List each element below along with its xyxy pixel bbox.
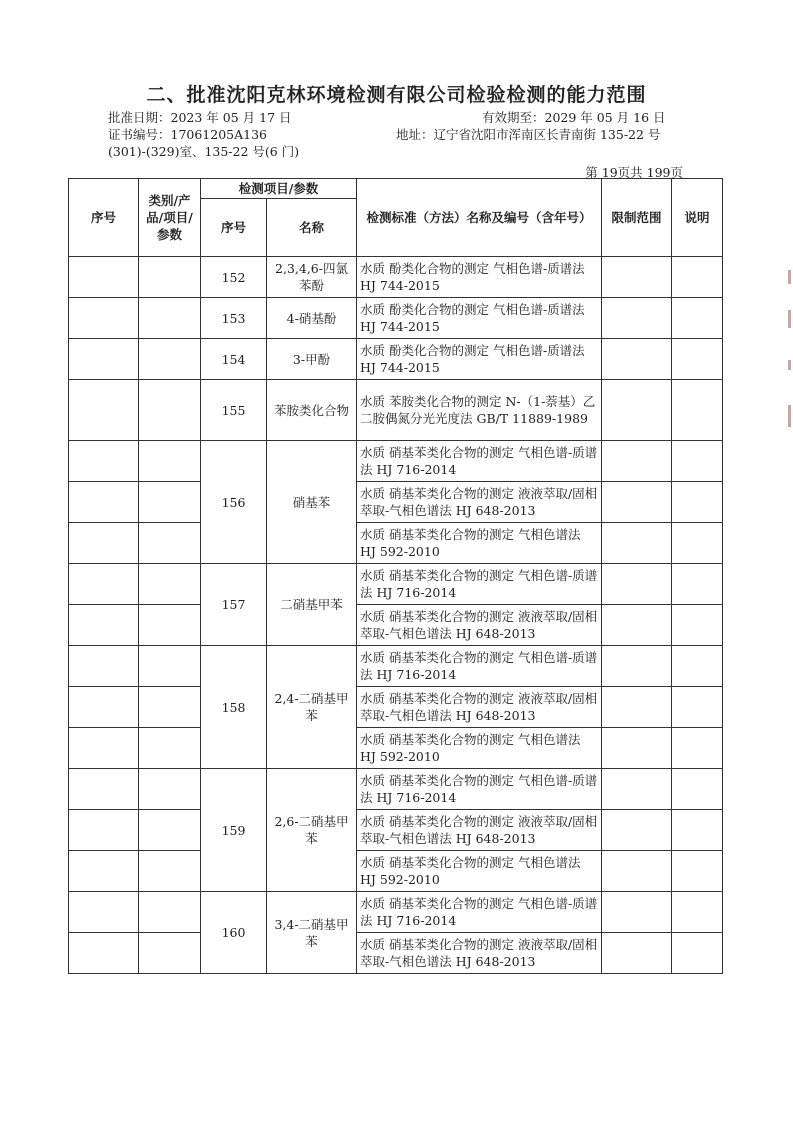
table-row bbox=[69, 933, 723, 974]
cell-seq bbox=[69, 687, 139, 728]
table-row bbox=[69, 564, 723, 605]
cell-limit bbox=[602, 605, 672, 646]
cell-item-name: 2,4-二硝基甲苯 bbox=[267, 646, 357, 769]
cell-limit bbox=[602, 892, 672, 933]
cell-seq bbox=[69, 892, 139, 933]
cell-limit bbox=[602, 687, 672, 728]
cell-note bbox=[672, 380, 723, 441]
cell-category bbox=[139, 564, 201, 605]
valid-until: 有效期至：2029 年 05 月 16 日 bbox=[482, 110, 666, 125]
cell-note bbox=[672, 728, 723, 769]
cell-category bbox=[139, 339, 201, 380]
cell-item-no: 154 bbox=[201, 339, 267, 380]
cell-standard: 水质 硝基苯类化合物的测定 气相色谱法 HJ 592-2010 bbox=[357, 523, 602, 564]
cell-category bbox=[139, 687, 201, 728]
cell-seq bbox=[69, 298, 139, 339]
certificate-number: 证书编号：17061205A136 bbox=[108, 127, 268, 142]
table-row bbox=[69, 482, 723, 523]
cell-category bbox=[139, 933, 201, 974]
address: 地址：辽宁省沈阳市浑南区长青南街 135-22 号 bbox=[396, 127, 661, 142]
cell-limit bbox=[602, 482, 672, 523]
cell-seq bbox=[69, 380, 139, 441]
cell-limit bbox=[602, 769, 672, 810]
header-limit: 限制范围 bbox=[602, 179, 672, 257]
header-seq: 序号 bbox=[69, 179, 139, 257]
cell-standard: 水质 硝基苯类化合物的测定 气相色谱-质谱法 HJ 716-2014 bbox=[357, 892, 602, 933]
cell-standard: 水质 硝基苯类化合物的测定 气相色谱法 HJ 592-2010 bbox=[357, 851, 602, 892]
cell-note bbox=[672, 687, 723, 728]
cell-category bbox=[139, 810, 201, 851]
cell-category bbox=[139, 441, 201, 482]
table-row bbox=[69, 810, 723, 851]
cell-item-name: 2,6-二硝基甲苯 bbox=[267, 769, 357, 892]
cell-category bbox=[139, 851, 201, 892]
page-indicator: 第 19页共 199页 bbox=[585, 165, 683, 180]
table-row bbox=[69, 605, 723, 646]
cell-standard: 水质 硝基苯类化合物的测定 液液萃取/固相萃取-气相色谱法 HJ 648-2013 bbox=[357, 810, 602, 851]
cell-item-no: 153 bbox=[201, 298, 267, 339]
cell-note bbox=[672, 298, 723, 339]
header-note: 说明 bbox=[672, 179, 723, 257]
cell-standard: 水质 酚类化合物的测定 气相色谱-质谱法 HJ 744-2015 bbox=[357, 298, 602, 339]
cell-category bbox=[139, 298, 201, 339]
cell-item-name: 4-硝基酚 bbox=[267, 298, 357, 339]
cell-seq bbox=[69, 728, 139, 769]
header-item-seq: 序号 bbox=[201, 199, 267, 257]
cell-limit bbox=[602, 933, 672, 974]
cell-note bbox=[672, 933, 723, 974]
cell-seq bbox=[69, 851, 139, 892]
cell-seq bbox=[69, 769, 139, 810]
cell-limit bbox=[602, 810, 672, 851]
capability-table bbox=[68, 178, 723, 974]
cell-standard: 水质 硝基苯类化合物的测定 液液萃取/固相萃取-气相色谱法 HJ 648-2013 bbox=[357, 482, 602, 523]
cell-standard: 水质 硝基苯类化合物的测定 气相色谱-质谱法 HJ 716-2014 bbox=[357, 646, 602, 687]
cell-item-name: 3,4-二硝基甲苯 bbox=[267, 892, 357, 974]
cell-note bbox=[672, 810, 723, 851]
cell-note bbox=[672, 523, 723, 564]
header-item-group: 检测项目/参数 bbox=[201, 179, 357, 199]
cell-item-no: 159 bbox=[201, 769, 267, 892]
cell-limit bbox=[602, 298, 672, 339]
cell-limit bbox=[602, 564, 672, 605]
cell-limit bbox=[602, 728, 672, 769]
header-item-name: 名称 bbox=[267, 199, 357, 257]
cell-standard: 水质 苯胺类化合物的测定 N-（1-萘基）乙二胺偶氮分光光度法 GB/T 11889-1989 bbox=[357, 380, 602, 441]
table-row bbox=[69, 687, 723, 728]
cell-category bbox=[139, 482, 201, 523]
cell-limit bbox=[602, 339, 672, 380]
table-row bbox=[69, 339, 723, 380]
document-title: 二、批准沈阳克林环境检测有限公司检验检测的能力范围 bbox=[146, 84, 647, 106]
address-continuation: (301)-(329)室、135-22 号(6 门) bbox=[108, 144, 300, 159]
cell-item-no: 157 bbox=[201, 564, 267, 646]
header-category: 类别/产品/项目/参数 bbox=[139, 179, 201, 257]
cell-item-no: 158 bbox=[201, 646, 267, 769]
cell-item-no: 152 bbox=[201, 257, 267, 298]
cell-category bbox=[139, 523, 201, 564]
approval-date: 批准日期：2023 年 05 月 17 日 bbox=[108, 110, 292, 125]
cell-item-name: 2,3,4,6-四氯苯酚 bbox=[267, 257, 357, 298]
cell-seq bbox=[69, 564, 139, 605]
cell-item-name: 苯胺类化合物 bbox=[267, 380, 357, 441]
cell-standard: 水质 硝基苯类化合物的测定 液液萃取/固相萃取-气相色谱法 HJ 648-2013 bbox=[357, 687, 602, 728]
cell-item-name: 二硝基甲苯 bbox=[267, 564, 357, 646]
table-row bbox=[69, 892, 723, 933]
cell-standard: 水质 硝基苯类化合物的测定 液液萃取/固相萃取-气相色谱法 HJ 648-2013 bbox=[357, 605, 602, 646]
table-row bbox=[69, 380, 723, 441]
table-row bbox=[69, 523, 723, 564]
cell-standard: 水质 硝基苯类化合物的测定 气相色谱法 HJ 592-2010 bbox=[357, 728, 602, 769]
cell-standard: 水质 硝基苯类化合物的测定 气相色谱-质谱法 HJ 716-2014 bbox=[357, 769, 602, 810]
cell-category bbox=[139, 892, 201, 933]
table-row bbox=[69, 257, 723, 298]
cell-seq bbox=[69, 441, 139, 482]
cell-note bbox=[672, 339, 723, 380]
cell-seq bbox=[69, 810, 139, 851]
scan-edge-marks bbox=[779, 230, 793, 490]
cell-standard: 水质 硝基苯类化合物的测定 液液萃取/固相萃取-气相色谱法 HJ 648-2013 bbox=[357, 933, 602, 974]
cell-note bbox=[672, 769, 723, 810]
cell-standard: 水质 硝基苯类化合物的测定 气相色谱-质谱法 HJ 716-2014 bbox=[357, 441, 602, 482]
cell-seq bbox=[69, 646, 139, 687]
cell-limit bbox=[602, 257, 672, 298]
table-row bbox=[69, 298, 723, 339]
cell-standard: 水质 硝基苯类化合物的测定 气相色谱-质谱法 HJ 716-2014 bbox=[357, 564, 602, 605]
cell-note bbox=[672, 257, 723, 298]
cell-seq bbox=[69, 339, 139, 380]
cell-note bbox=[672, 851, 723, 892]
cell-item-name: 硝基苯 bbox=[267, 441, 357, 564]
cell-note bbox=[672, 646, 723, 687]
cell-standard: 水质 酚类化合物的测定 气相色谱-质谱法 HJ 744-2015 bbox=[357, 257, 602, 298]
cell-limit bbox=[602, 646, 672, 687]
cell-category bbox=[139, 605, 201, 646]
cell-note bbox=[672, 892, 723, 933]
cell-item-no: 156 bbox=[201, 441, 267, 564]
cell-note bbox=[672, 564, 723, 605]
cell-seq bbox=[69, 933, 139, 974]
table-row bbox=[69, 728, 723, 769]
cell-seq bbox=[69, 523, 139, 564]
cell-seq bbox=[69, 605, 139, 646]
cell-note bbox=[672, 482, 723, 523]
table-row bbox=[69, 769, 723, 810]
table-row bbox=[69, 441, 723, 482]
cell-limit bbox=[602, 441, 672, 482]
cell-item-no: 160 bbox=[201, 892, 267, 974]
cell-category bbox=[139, 646, 201, 687]
cell-seq bbox=[69, 482, 139, 523]
cell-standard: 水质 酚类化合物的测定 气相色谱-质谱法 HJ 744-2015 bbox=[357, 339, 602, 380]
cell-note bbox=[672, 441, 723, 482]
cell-item-name: 3-甲酚 bbox=[267, 339, 357, 380]
cell-item-no: 155 bbox=[201, 380, 267, 441]
header-standard: 检测标准（方法）名称及编号（含年号） bbox=[357, 179, 602, 257]
cell-category bbox=[139, 728, 201, 769]
cell-category bbox=[139, 769, 201, 810]
table-row bbox=[69, 646, 723, 687]
cell-limit bbox=[602, 380, 672, 441]
cell-category bbox=[139, 257, 201, 298]
cell-limit bbox=[602, 851, 672, 892]
cell-note bbox=[672, 605, 723, 646]
cell-category bbox=[139, 380, 201, 441]
table-row bbox=[69, 851, 723, 892]
cell-limit bbox=[602, 523, 672, 564]
cell-seq bbox=[69, 257, 139, 298]
